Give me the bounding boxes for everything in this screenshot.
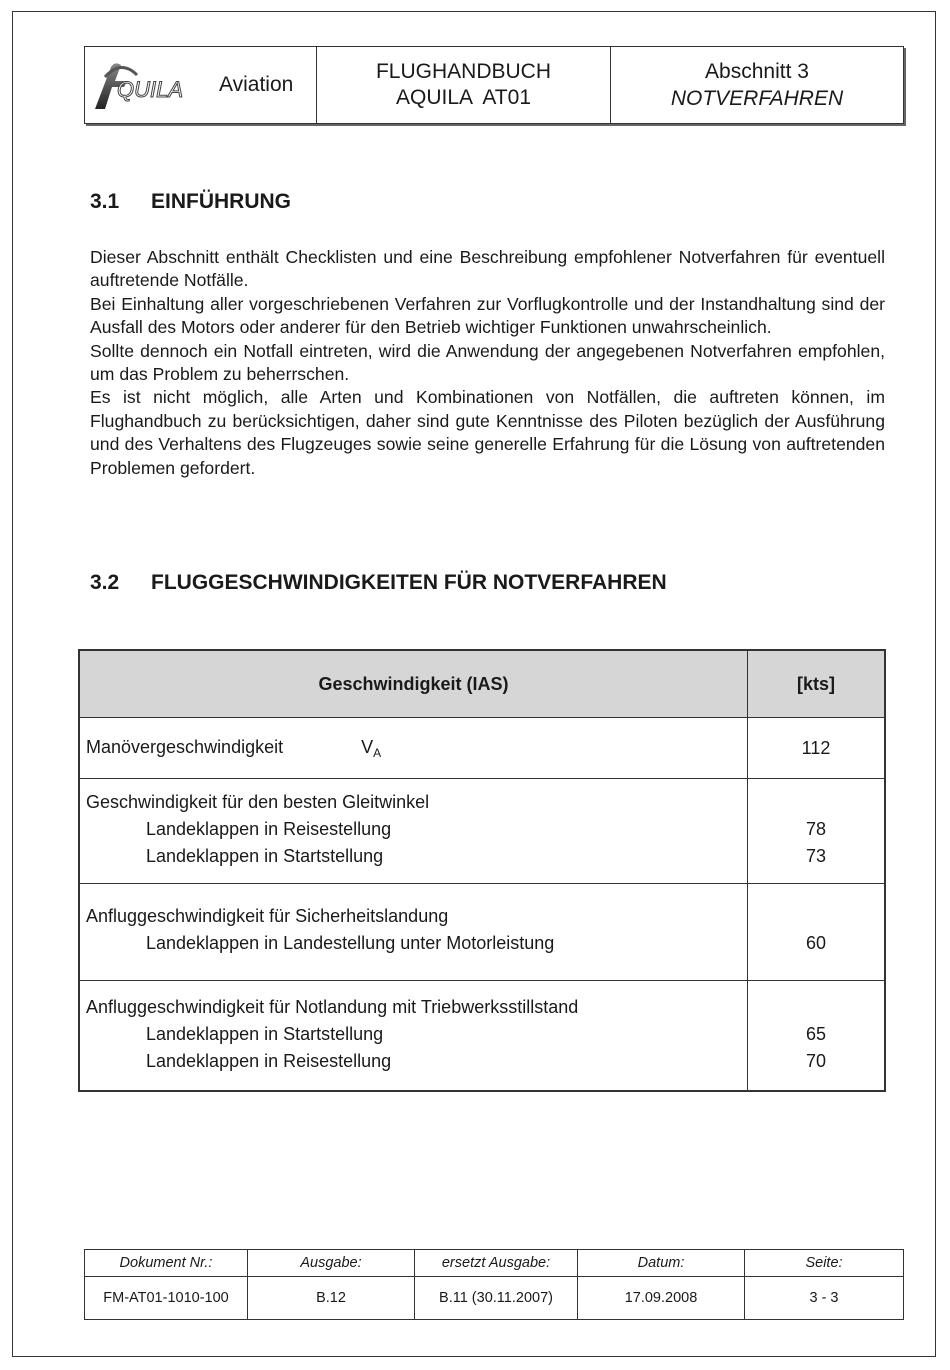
row-sub-label: Landeklappen in Startstellung: [146, 1024, 384, 1044]
footer-edition: B.12: [248, 1277, 415, 1320]
speed-symbol: $V_A$: [361, 736, 382, 760]
svg-text:QUILA: QUILA: [117, 77, 184, 102]
row-label: Geschwindigkeit für den besten Gleitwinkel: [86, 792, 430, 812]
table-row: [79, 779, 885, 884]
section-title: FLUGGESCHWINDIGKEITEN FÜR NOTVERFAHREN: [151, 571, 667, 594]
row-value: 73: [805, 846, 827, 866]
row-value: 78: [805, 819, 827, 839]
row-sub-label: Landeklappen in Reisestellung: [146, 819, 392, 839]
row-value: 65: [805, 1024, 827, 1044]
row-label: Manövergeschwindigkeit: [86, 736, 284, 757]
row-value: 60: [805, 933, 827, 953]
paragraph: Dieser Abschnitt enthält Checklisten und eine Beschreibung empfohlener Notverfahren für eventuell auftretende Notfälle.: [90, 247, 885, 291]
footer-label-page: Seite:: [745, 1250, 904, 1277]
row-sub-label: Landeklappen in Reisestellung: [146, 1051, 392, 1071]
intro-text: [90, 246, 885, 480]
section-number: 3.1: [90, 190, 120, 213]
footer-label-row: [85, 1250, 904, 1277]
row-value: 112: [748, 718, 886, 779]
company-logo: [85, 47, 317, 123]
footer-label-doc-number: Dokument Nr.:: [85, 1250, 248, 1277]
manual-title-line2: AQUILA AT01: [395, 86, 531, 109]
paragraph: Sollte dennoch ein Notfall eintreten, wird die Anwendung der angegebenen Notverfahren empfohlen, um das Problem zu beherrschen.: [90, 340, 885, 385]
paragraph: Bei Einhaltung aller vorgeschriebenen Verfahren zur Vorflugkontrolle und der Instandhaltung sind der Ausfall des Motors oder anderer für den Betrieb wichtiger Funktionen unwahrscheinlich.: [90, 293, 885, 338]
section-name-label: NOTVERFAHREN: [670, 87, 844, 110]
footer-date: 17.09.2008: [578, 1277, 745, 1320]
table-row: [79, 884, 885, 981]
section-number: 3.2: [90, 571, 120, 594]
paragraph: Es ist nicht möglich, alle Arten und Kombinationen von Notfällen, die auftreten können, im Flughandbuch zu berücksichtigen, daher sind gute Kenntnisse des Piloten bezüglich der Ausführung und des Verhaltens des Flugzeuges sowie seine generelle Erfahrung für die Lösung von auftretenden Problemen gefordert.: [90, 387, 885, 478]
logo-suffix: Aviation: [219, 73, 294, 96]
table-row: [79, 718, 885, 779]
aquila-logo-icon: [91, 57, 217, 113]
section-heading-3-1: [90, 190, 291, 214]
row-sub-label: Landeklappen in Landestellung unter Motorleistung: [146, 933, 555, 953]
row-label: Anfluggeschwindigkeit für Notlandung mit Triebwerksstillstand: [86, 997, 579, 1017]
section-title: EINFÜHRUNG: [151, 190, 291, 213]
table-row: [79, 981, 885, 1091]
emergency-speed-table: [78, 649, 886, 1092]
manual-title: [317, 47, 611, 123]
section-heading-3-2: [90, 571, 667, 595]
column-header-unit: [kts]: [748, 650, 886, 718]
row-sub-label: Landeklappen in Startstellung: [146, 846, 384, 866]
footer-replaces: B.11 (30.11.2007): [415, 1277, 578, 1320]
footer-doc-number: FM-AT01-1010-100: [85, 1277, 248, 1320]
manual-title-line1: FLUGHANDBUCH: [375, 60, 551, 83]
table-header-row: [79, 650, 885, 718]
row-value: 70: [805, 1051, 827, 1071]
footer-label-date: Datum:: [578, 1250, 745, 1277]
document-footer: [84, 1249, 904, 1320]
document-header: [84, 46, 904, 124]
footer-label-edition: Ausgabe:: [248, 1250, 415, 1277]
column-header-speed: Geschwindigkeit (IAS): [79, 650, 748, 718]
footer-page: 3 - 3: [745, 1277, 904, 1320]
section-label: [611, 47, 903, 123]
footer-value-row: [85, 1277, 904, 1320]
section-number-label: Abschnitt 3: [705, 60, 809, 83]
footer-label-replaces: ersetzt Ausgabe:: [415, 1250, 578, 1277]
row-label: Anfluggeschwindigkeit für Sicherheitslandung: [86, 906, 449, 926]
